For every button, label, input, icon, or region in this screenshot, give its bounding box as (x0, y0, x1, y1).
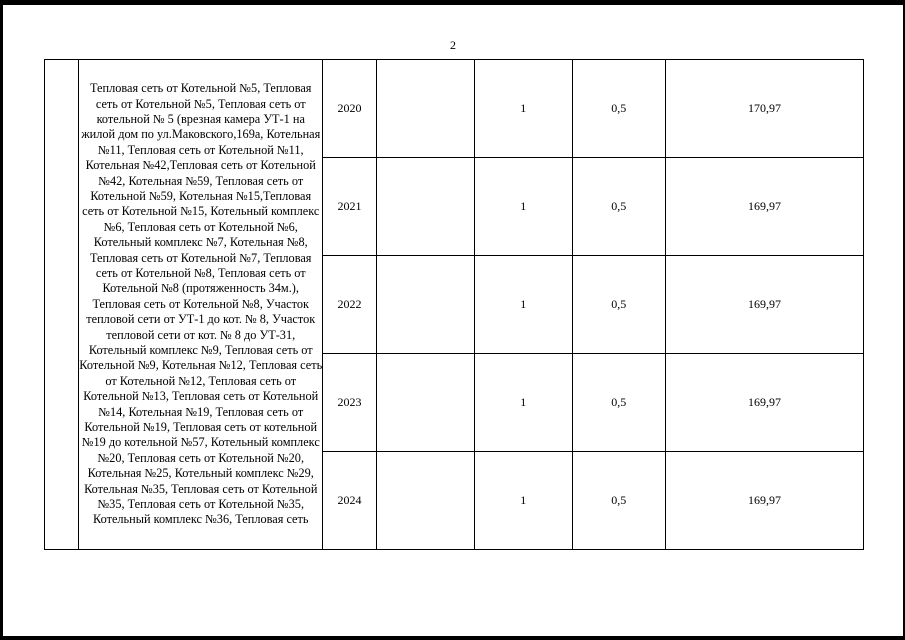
value-cell: 0,5 (572, 256, 665, 354)
cost-cell: 169,97 (665, 256, 863, 354)
year-cell: 2020 (323, 60, 376, 158)
count-cell: 1 (475, 354, 572, 452)
scan-edge-bottom (0, 636, 905, 640)
value-cell: 0,5 (572, 452, 665, 550)
count-cell: 1 (475, 256, 572, 354)
value-cell: 0,5 (572, 60, 665, 158)
empty-cell (376, 60, 474, 158)
year-cell: 2021 (323, 158, 376, 256)
cost-cell: 169,97 (665, 452, 863, 550)
year-cell: 2022 (323, 256, 376, 354)
page-number: 2 (450, 38, 456, 52)
table-row (45, 60, 864, 158)
data-table (44, 59, 864, 550)
count-cell: 1 (475, 158, 572, 256)
empty-cell (376, 256, 474, 354)
empty-cell (376, 354, 474, 452)
value-cell: 0,5 (572, 354, 665, 452)
year-cell: 2024 (323, 452, 376, 550)
year-cell: 2023 (323, 354, 376, 452)
scan-edge-top (0, 0, 905, 5)
blank-cell (45, 60, 79, 550)
value-cell: 0,5 (572, 158, 665, 256)
empty-cell (376, 158, 474, 256)
description-cell: Тепловая сеть от Котельной №5, Тепловая сеть от Котельной №5, Тепловая сеть от котельной № 5 (врезная камера УТ-1 на жилой дом по ул.Маковского,169а, Котельная №11, Тепловая сеть от Котельной №11, Котельная №42,Тепловая сеть от Котельной №42, Котельная №59, Тепловая сеть от Котельной №59, Котельная №15,Тепловая сеть от Котельной №15, Котельный комплекс №6, Тепловая сеть от Котельной №6, Котельный комплекс №7, Котельная №8, Тепловая сеть от Котельной №7, Тепловая сеть от Котельной №8, Тепловая сеть от Котельной №8 (протяженность 34м.), Тепловая сеть от Котельной №8, Участок тепловой сети от УТ-1 до кот. № 8, Участок тепловой сети от кот. № 8 до УТ-31, Котельный комплекс №9, Тепловая сеть от Котельной №9, Котельная №12, Тепловая сеть от Котельной №12, Тепловая сеть от Котельной №13, Тепловая сеть от Котельной №14, Котельная №19, Тепловая сеть от Котельной №19, Тепловая сеть от котельной №19 до котельной №57, Котельный комплекс №20, Тепловая сеть от Котельной №20, Котельная №25, Котельный комплекс №29, Котельная №35, Тепловая сеть от Котельной №35, Тепловая сеть от Котельной №35, Котельный комплекс №36, Тепловая сеть (79, 60, 323, 550)
count-cell: 1 (475, 60, 572, 158)
cost-cell: 169,97 (665, 354, 863, 452)
cost-cell: 169,97 (665, 158, 863, 256)
cost-cell: 170,97 (665, 60, 863, 158)
empty-cell (376, 452, 474, 550)
scan-edge-left (0, 0, 3, 640)
count-cell: 1 (475, 452, 572, 550)
